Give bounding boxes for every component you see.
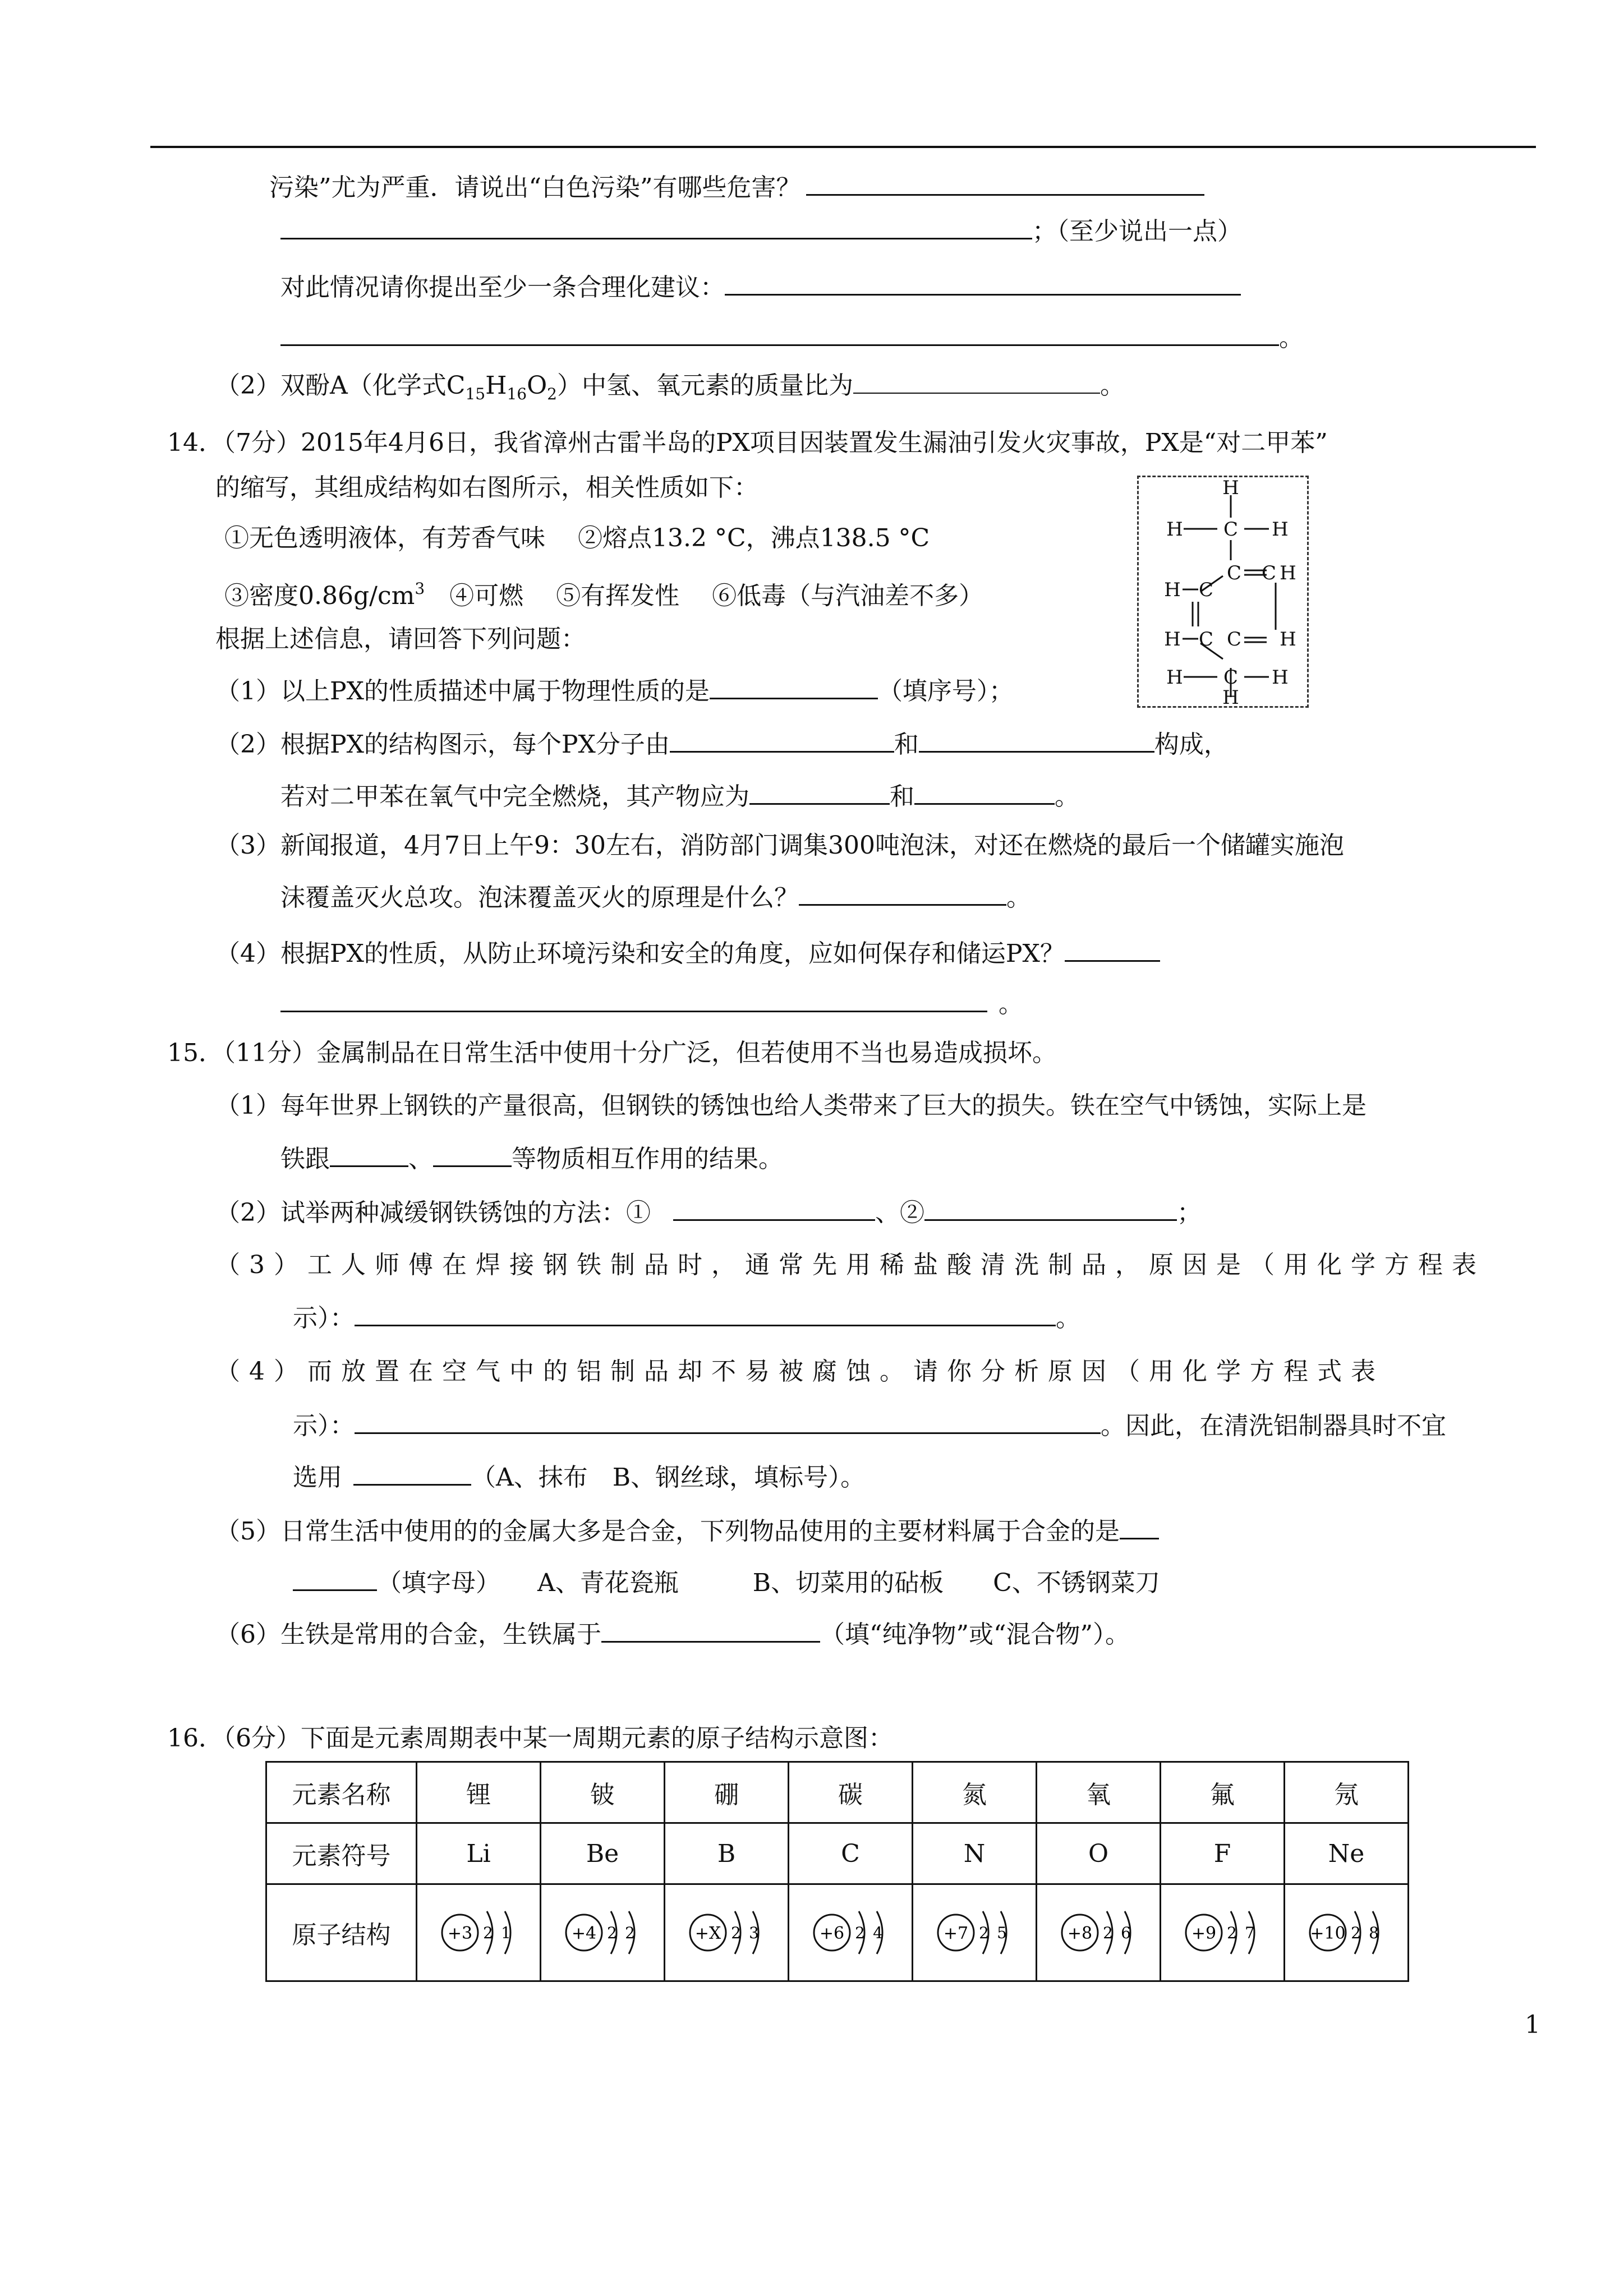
nuclear-charge: +6 [819,1924,845,1943]
atom-label: C [1223,666,1239,689]
element-symbol: O [1037,1823,1161,1884]
atom-label: H [1166,666,1183,689]
q15-sub-4c: 选用 （A、抹布 B、钢丝球，填标号）。 [293,1459,865,1493]
atom-structure-svg [679,1899,774,1966]
px-structure-diagram [1137,476,1309,708]
element-symbol: Ne [1285,1823,1409,1884]
q13-line-4: 。 [280,320,1304,353]
nuclear-charge: +3 [447,1924,473,1943]
q14-sub-2b: 若对二甲苯在氧气中完全燃烧，其产物应为 和 。 [280,778,1079,812]
q14-props-2: ③密度$0.86g/cm^3$ ④可燃 ⑤有挥发性 ⑥低毒（与汽油差不多） [224,579,984,610]
atom-label: H [1166,518,1183,541]
atom-label: H [1280,562,1296,584]
answer-blank[interactable] [725,269,1241,296]
element-symbol: B [665,1823,789,1884]
atom-label: H [1222,477,1239,499]
answer-blank[interactable] [919,726,1154,753]
atom-label: H [1222,686,1239,706]
answer-blank[interactable] [330,1141,408,1167]
row-header: 原子结构 [266,1884,417,1981]
element-name: 氧 [1037,1762,1161,1823]
atom-label: C [1198,628,1214,651]
q14-sub-4b: 。 [280,986,1023,1020]
page-number: 1 [1525,2011,1540,2039]
atom-structure-svg [431,1899,526,1966]
answer-blank[interactable] [914,778,1055,805]
answer-blank[interactable] [355,1300,1056,1326]
header-rule [150,146,1536,148]
atom-structure-svg [927,1899,1022,1966]
answer-blank[interactable] [749,778,890,805]
answer-blank[interactable] [601,1616,820,1643]
atom-structure-diagram [1161,1884,1285,1981]
q13-line-2: ；（至少说出一点） [280,213,1242,247]
electron-count: 8 [1369,1924,1379,1942]
electron-count: 2 [1103,1924,1113,1942]
answer-blank[interactable] [853,368,1100,394]
atom-label: H [1272,666,1289,689]
atom-structure-diagram [789,1884,913,1981]
element-name: 氟 [1161,1762,1285,1823]
q14-intro-2: 的缩写，其组成结构如右图所示，相关性质如下： [215,473,758,502]
q14-intro-1: 14．（7分）2015年4月6日，我省漳州古雷半岛的PX项目因装置发生漏油引发火灾事故，PX是“对二甲苯” [167,428,1328,457]
q14-props-1: ①无色透明液体，有芳香气味 ②熔点13.2 °C，沸点138.5 °C [224,524,930,552]
q13-line-1: 污染”尤为严重．请说出“白色污染”有哪些危害？ [269,169,1204,203]
answer-blank[interactable] [670,726,894,753]
atom-structure-svg [1175,1899,1270,1966]
element-table [265,1761,1409,1982]
answer-blank[interactable] [673,1195,875,1221]
answer-blank[interactable] [433,1141,512,1167]
nuclear-charge: +8 [1067,1924,1093,1943]
electron-count: 2 [1227,1924,1237,1942]
answer-blank[interactable] [293,1565,377,1591]
answer-blank[interactable] [280,213,1032,239]
element-name: 氮 [913,1762,1037,1823]
atom-structure-diagram [913,1884,1037,1981]
atom-label: C [1223,518,1239,541]
row-symbols [266,1823,1409,1884]
atom-structure-svg [803,1899,898,1966]
q14-sub-2: （2）根据PX的结构图示，每个PX分子由 和 构成， [215,726,1229,760]
answer-blank[interactable] [280,986,987,1012]
electron-count: 2 [483,1924,493,1942]
electron-count: 7 [1245,1924,1255,1942]
electron-count: 2 [855,1924,865,1942]
q15-sub-1: （1）每年世界上钢铁的产量很高，但钢铁的锈蚀也给人类带来了巨大的损失。铁在空气中锈蚀，实际上是 [215,1091,1367,1120]
q15-sub-3: （3）工人师傅在焊接钢铁制品时，通常先用稀盐酸清洗制品，原因是（用化学方程表 [215,1251,1485,1279]
nuclear-charge: +X [694,1924,721,1943]
q14-sub-1: （1）以上PX的性质描述中属于物理性质的是 （填序号）； [215,673,1014,707]
q15-sub-5b: （填字母） A、青花瓷瓶 B、切菜用的砧板 C、不锈钢菜刀 [293,1565,1160,1598]
nuclear-charge: +7 [943,1924,969,1943]
row-header: 元素符号 [266,1823,417,1884]
element-name: 硼 [665,1762,789,1823]
q15-sub-4b: 示）： 。因此，在清洗铝制器具时不宜 [293,1408,1446,1441]
atom-label: H [1272,518,1289,541]
element-symbol: F [1161,1823,1285,1884]
electron-count: 1 [501,1924,511,1942]
element-name: 碳 [789,1762,913,1823]
atom-label: C [1226,562,1242,584]
atom-structure-diagram [417,1884,541,1981]
element-name: 锂 [417,1762,541,1823]
answer-blank[interactable] [799,879,1006,906]
answer-blank[interactable] [710,673,878,699]
element-symbol: C [789,1823,913,1884]
element-symbol: Be [541,1823,665,1884]
atom-structure-diagram [1285,1884,1409,1981]
element-symbol: Li [417,1823,541,1884]
electron-count: 2 [979,1924,989,1942]
q15-sub-1b: 铁跟 、 等物质相互作用的结果。 [280,1141,783,1174]
answer-blank[interactable] [353,1459,471,1486]
q14-sub-3: （3）新闻报道，4月7日上午9：30左右，消防部门调集300吨泡沫，对还在燃烧的最后一个储罐实施泡 [215,831,1344,860]
atom-label: C [1226,628,1242,651]
q13-sub-2: （2）双酚A（化学式$C_{15}H_{16}O_2$）中氢、氧元素的质量比为 。 [215,368,1125,402]
element-name: 氖 [1285,1762,1409,1823]
q15-sub-2: （2）试举两种减缓钢铁锈蚀的方法：① 、② ； [215,1195,1202,1228]
answer-blank[interactable] [1065,935,1160,962]
nuclear-charge: +10 [1310,1924,1346,1943]
electron-count: 2 [1351,1924,1361,1942]
q15-sub-4: （4）而放置在空气中的铝制品却不易被腐蚀。请你分析原因（用化学方程式表 [215,1357,1384,1386]
row-structures [266,1884,1409,1981]
electron-count: 5 [997,1924,1007,1942]
electron-count: 2 [731,1924,741,1942]
q15-intro: 15．（11分）金属制品在日常生活中使用十分广泛，但若使用不当也易造成损坏。 [167,1039,1057,1067]
row-names [266,1762,1409,1823]
q15-sub-6: （6）生铁是常用的合金，生铁属于 （填“纯净物”或“混合物”）。 [215,1616,1130,1650]
answer-blank[interactable] [924,1195,1177,1221]
q15-sub-3b: 示）： 。 [293,1300,1080,1334]
atom-label: C [1198,579,1214,601]
atom-label: H [1280,628,1296,651]
atom-structure-diagram [541,1884,665,1981]
atom-structure-svg [555,1899,650,1966]
atom-structure-diagram [665,1884,789,1981]
electron-count: 2 [625,1924,635,1942]
electron-count: 2 [607,1924,617,1942]
electron-count: 4 [873,1924,883,1942]
atom-label: H [1164,579,1181,601]
atom-label: H [1164,628,1181,651]
atom-label: C [1261,562,1277,584]
answer-blank[interactable] [1120,1513,1159,1539]
row-header: 元素名称 [266,1762,417,1823]
q14-sub-3b: 沫覆盖灭火总攻。泡沫覆盖灭火的原理是什么？ 。 [280,879,1031,913]
q15-sub-5: （5）日常生活中使用的的金属大多是合金，下列物品使用的主要材料属于合金的是 [215,1513,1159,1547]
atom-structure-svg [1051,1899,1146,1966]
answer-blank[interactable] [806,169,1204,196]
nuclear-charge: +4 [571,1924,597,1943]
answer-blank[interactable] [280,320,1279,346]
element-name: 铍 [541,1762,665,1823]
element-symbol: N [913,1823,1037,1884]
atom-structure-svg [1299,1899,1394,1966]
electron-count: 6 [1121,1924,1131,1942]
px-structure-svg [1139,477,1307,706]
atom-structure-diagram [1037,1884,1161,1981]
answer-blank[interactable] [355,1408,1101,1434]
q14-ask: 根据上述信息，请回答下列问题： [215,625,586,653]
nuclear-charge: +9 [1191,1924,1217,1943]
q16-intro: 16．（6分）下面是元素周期表中某一周期元素的原子结构示意图： [167,1724,893,1753]
electron-count: 3 [749,1924,759,1942]
q13-line-3: 对此情况请你提出至少一条合理化建议： [280,269,1241,303]
q14-sub-4: （4）根据PX的性质，从防止环境污染和安全的角度，应如何保存和储运PX？ [215,935,1160,969]
